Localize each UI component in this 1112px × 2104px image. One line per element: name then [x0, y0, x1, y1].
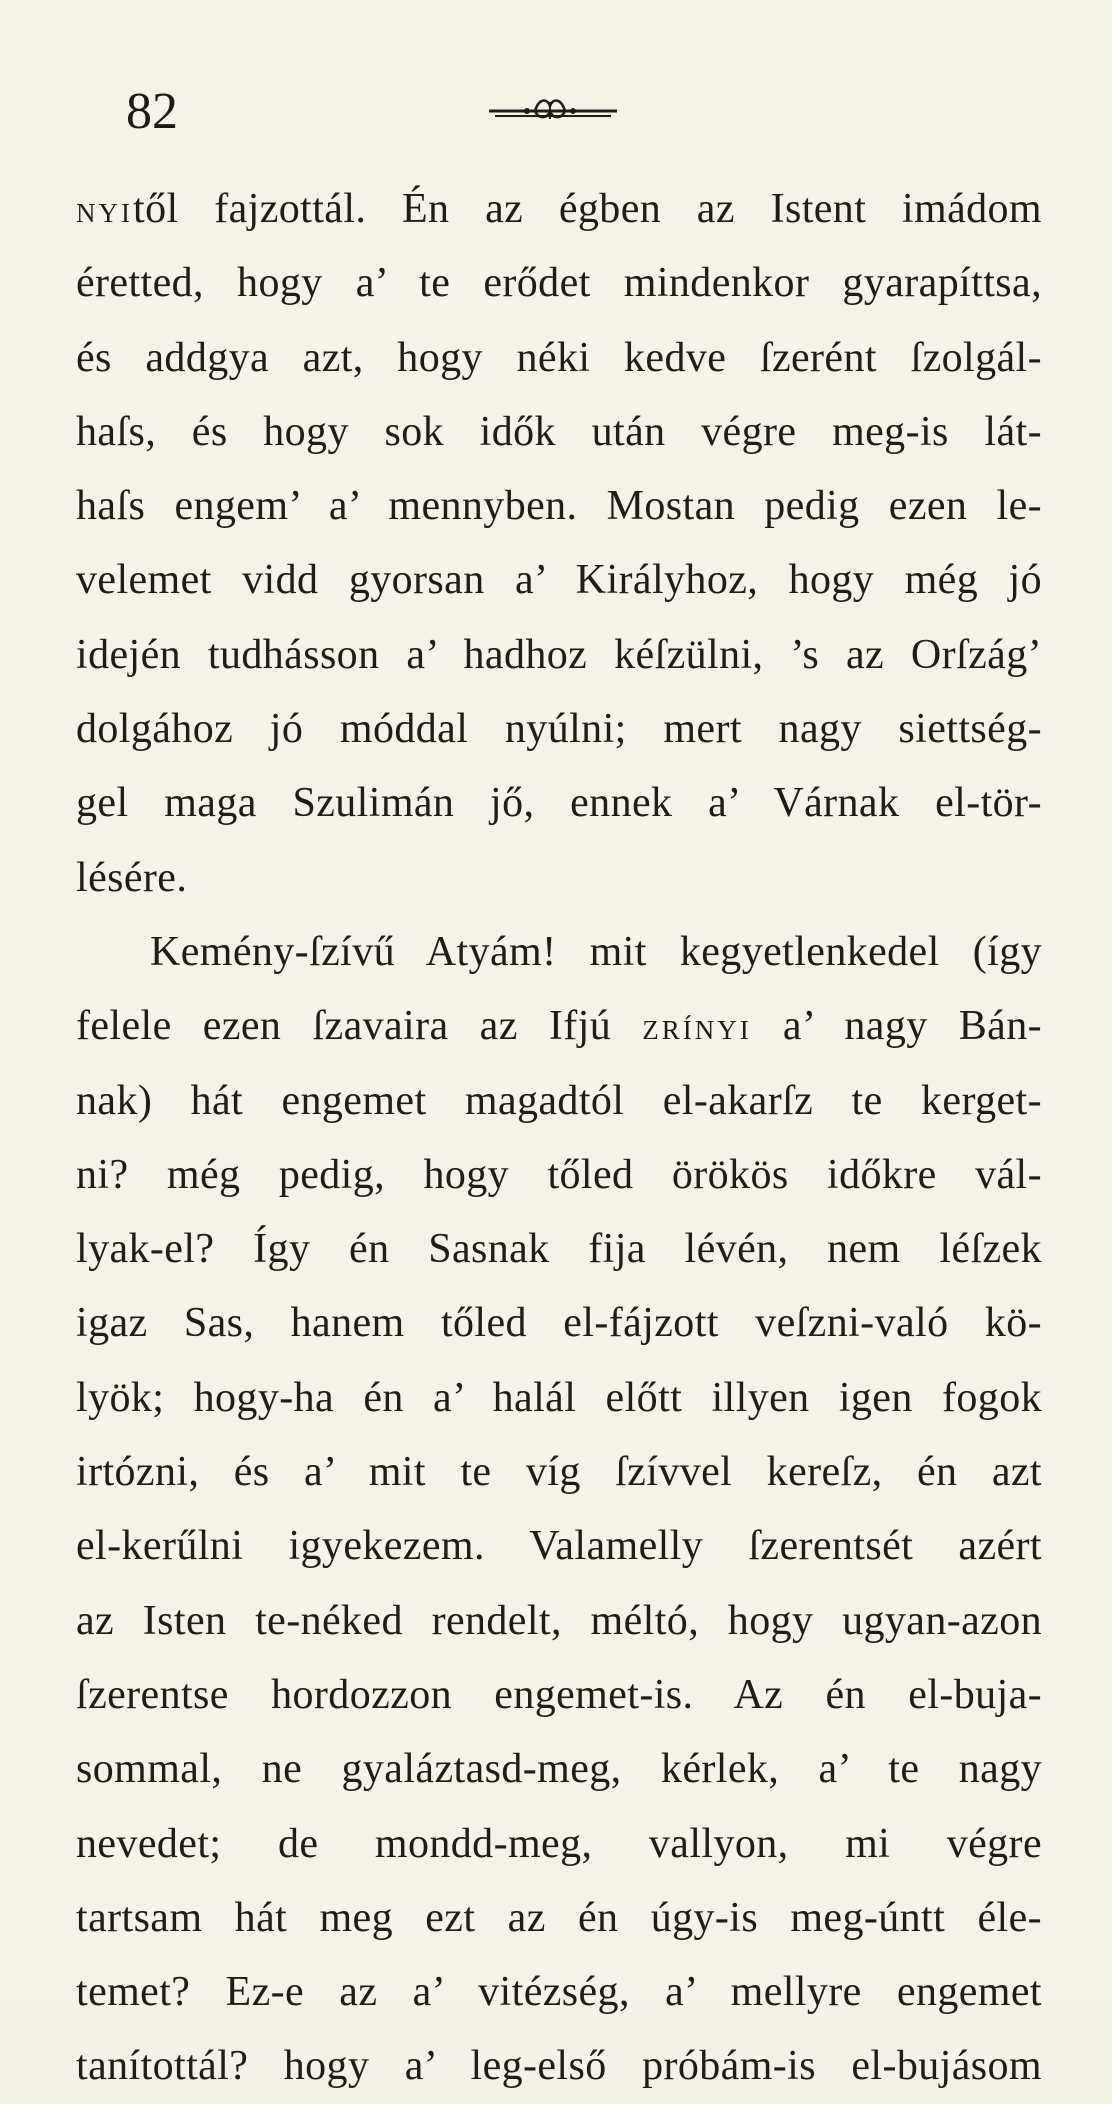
- text-line: irtózni, és a’ mit te víg ſzívvel kereſz, én azt: [76, 1449, 1042, 1496]
- page-number: 82: [126, 83, 178, 140]
- body-text: [76, 172, 1042, 2104]
- smallcaps-fragment: ZRÍNYI: [642, 1015, 752, 1046]
- text-line: gel maga Szulimán jő, ennek a’ Várnak el-tör-: [76, 780, 1042, 827]
- text-line: nevedet; de mondd-meg, vallyon, mi végre: [76, 1820, 1042, 1867]
- text-line: igaz Sas, hanem tőled el-fájzott veſzni-való kö-: [76, 1300, 1042, 1347]
- text-line: haſs, és hogy sok idők után végre meg-is lát-: [76, 408, 1042, 455]
- text-line: dolgához jó móddal nyúlni; mert nagy siettség-: [76, 706, 1042, 753]
- text-line: lyak-el? Így én Sasnak fija lévén, nem léſzek: [76, 1226, 1042, 1273]
- text-line: [76, 989, 1042, 1063]
- text-line: velemet vidd gyorsan a’ Királyhoz, hogy még jó: [76, 557, 1042, 604]
- paragraph: [76, 915, 1042, 2104]
- paragraph: [76, 172, 1042, 915]
- line-text: től fajzottál. Én az égben az Istent imádom: [133, 186, 1042, 232]
- text-line: ſzerentse hordozzon engemet-is. Az én el-buja-: [76, 1671, 1042, 1718]
- text-line: tanítottál? hogy a’ leg-első próbám-is el-bujásom: [76, 2043, 1042, 2090]
- text-line: Kemény-ſzívű Atyám! mit kegyetlenkedel (így: [150, 928, 1042, 975]
- ornament-rule: [487, 92, 619, 124]
- text-line: és addgya azt, hogy néki kedve ſzerént ſzolgál-: [76, 334, 1042, 381]
- text-line: el-kerűlni igyekezem. Valamelly ſzerentsét azért: [76, 1523, 1042, 1570]
- text-line: temet? Ez-e az a’ vitézség, a’ mellyre engemet: [76, 1969, 1042, 2016]
- text-line: idején tudhásson a’ hadhoz kéſzülni, ’s az Orſzág’: [76, 631, 1042, 678]
- text-line: [76, 172, 1042, 246]
- text-line: az Isten te-néked rendelt, méltó, hogy ugyan-azon: [76, 1597, 1042, 1644]
- smallcaps-fragment: NYI: [76, 198, 133, 228]
- text-line: ni? még pedig, hogy tőled örökös időkre vál-: [76, 1151, 1042, 1198]
- text-line: sommal, ne gyaláztasd-meg, kérlek, a’ te nagy: [76, 1746, 1042, 1793]
- text-line: nak) hát engemet magadtól el-akarſz te kerget-: [76, 1077, 1042, 1124]
- line-text: a’ nagy Bán-: [751, 1003, 1042, 1050]
- text-line: lésére.: [76, 854, 188, 901]
- text-line: tartsam hát meg ezt az én úgy-is meg-úntt éle-: [76, 1894, 1042, 1941]
- line-text: felele ezen ſzavaira az Ifjú: [76, 1003, 643, 1050]
- text-line: éretted, hogy a’ te erődet mindenkor gyarapíttsa,: [76, 260, 1042, 307]
- text-line: lyök; hogy-ha én a’ halál előtt illyen igen fogok: [76, 1374, 1042, 1421]
- text-line: haſs engem’ a’ mennyben. Mostan pedig ezen le-: [76, 483, 1042, 530]
